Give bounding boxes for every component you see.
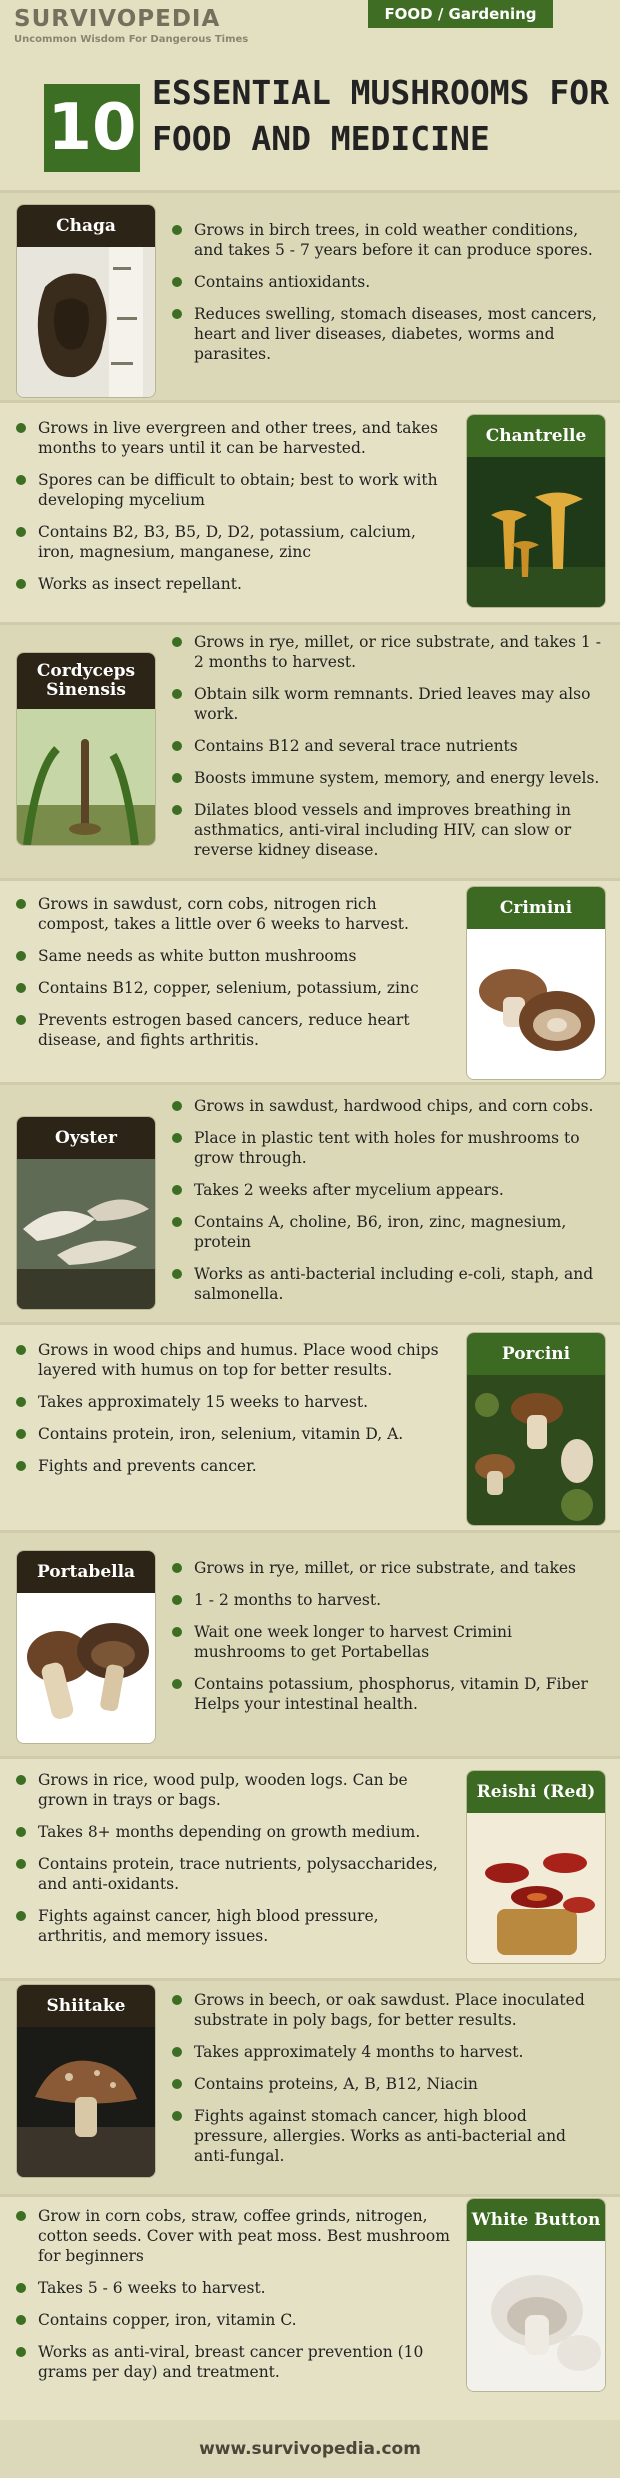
fact-item: Contains proteins, A, B, B12, Niacin bbox=[172, 2074, 604, 2094]
fact-item: Place in plastic tent with holes for mushrooms to grow through. bbox=[172, 1128, 604, 1168]
fact-item: Works as anti-bacterial including e-coli, staph, and salmonella. bbox=[172, 1264, 604, 1304]
porcini-illustration bbox=[467, 1375, 605, 1525]
mushroom-card bbox=[16, 204, 156, 398]
mushroom-section-shiitake bbox=[0, 1978, 620, 2194]
site-logo[interactable]: SURVIVOPEDIA bbox=[14, 6, 221, 32]
fact-item: Grows in rye, millet, or rice substrate, and takes bbox=[172, 1558, 604, 1578]
mushroom-section-porcini bbox=[0, 1322, 620, 1530]
mushroom-section-oyster bbox=[0, 1082, 620, 1322]
mushroom-name: Cordyceps Sinensis bbox=[17, 653, 155, 709]
fact-item: Contains copper, iron, vitamin C. bbox=[16, 2310, 452, 2330]
fact-item: Prevents estrogen based cancers, reduce heart disease, and fights arthritis. bbox=[16, 1010, 452, 1050]
fact-item: Grows in rye, millet, or rice substrate, and takes 1 - 2 months to harvest. bbox=[172, 632, 604, 672]
fact-item: Contains A, choline, B6, iron, zinc, magnesium, protein bbox=[172, 1212, 604, 1252]
fact-item: Grows in live evergreen and other trees, and takes months to years until it can be harvested. bbox=[16, 418, 452, 458]
mushroom-card bbox=[16, 1984, 156, 2178]
mushroom-facts bbox=[172, 1558, 604, 1726]
mushroom-name: Porcini bbox=[467, 1333, 605, 1375]
fact-item: Takes approximately 15 weeks to harvest. bbox=[16, 1392, 452, 1412]
fact-item: Fights against stomach cancer, high blood pressure, allergies. Works as anti-bacterial and anti-fungal. bbox=[172, 2106, 604, 2166]
fact-item: Fights and prevents cancer. bbox=[16, 1456, 452, 1476]
mushroom-name: Chaga bbox=[17, 205, 155, 247]
mushroom-name: Chantrelle bbox=[467, 415, 605, 457]
mushroom-card bbox=[16, 1116, 156, 1310]
fact-item: Reduces swelling, stomach diseases, most cancers, heart and liver diseases, diabetes, worms and parasites. bbox=[172, 304, 604, 364]
mushroom-name: Portabella bbox=[17, 1551, 155, 1593]
fact-item: Works as anti-viral, breast cancer prevention (10 grams per day) and treatment. bbox=[16, 2342, 452, 2382]
mushroom-facts bbox=[172, 220, 604, 376]
mushroom-card bbox=[466, 414, 606, 608]
mushroom-card bbox=[466, 1770, 606, 1964]
fact-item: Contains protein, trace nutrients, polysaccharides, and anti-oxidants. bbox=[16, 1854, 452, 1894]
crimini-illustration bbox=[467, 929, 605, 1079]
fact-item: Contains potassium, phosphorus, vitamin D, Fiber Helps your intestinal health. bbox=[172, 1674, 604, 1714]
fact-item: Contains B2, B3, B5, D, D2, potassium, calcium, iron, magnesium, manganese, zinc bbox=[16, 522, 452, 562]
fact-item: Grows in rice, wood pulp, wooden logs. Can be grown in trays or bags. bbox=[16, 1770, 452, 1810]
fact-item: Grows in wood chips and humus. Place wood chips layered with humus on top for better results. bbox=[16, 1340, 452, 1380]
fact-item: Fights against cancer, high blood pressure, arthritis, and memory issues. bbox=[16, 1906, 452, 1946]
fact-item: Grows in beech, or oak sawdust. Place inoculated substrate in poly bags, for better results. bbox=[172, 1990, 604, 2030]
mushroom-card bbox=[466, 886, 606, 1080]
fact-item: Grows in sawdust, corn cobs, nitrogen rich compost, takes a little over 6 weeks to harvest. bbox=[16, 894, 452, 934]
mushroom-card bbox=[466, 1332, 606, 1526]
mushroom-section-crimini bbox=[0, 878, 620, 1082]
fact-item: Takes 2 weeks after mycelium appears. bbox=[172, 1180, 604, 1200]
fact-item: Contains B12, copper, selenium, potassium, zinc bbox=[16, 978, 452, 998]
fact-item: Same needs as white button mushrooms bbox=[16, 946, 452, 966]
page-title: ESSENTIAL MUSHROOMS FOR FOOD AND MEDICINE bbox=[152, 73, 609, 158]
cordyceps-illustration bbox=[17, 709, 155, 845]
mushroom-section-reishi bbox=[0, 1756, 620, 1978]
mushroom-section-white-button bbox=[0, 2194, 620, 2420]
mushroom-section-chaga bbox=[0, 190, 620, 400]
category-tag[interactable]: FOOD / Gardening bbox=[368, 0, 553, 28]
chantrelle-illustration bbox=[467, 457, 605, 607]
mushroom-facts bbox=[172, 632, 604, 872]
mushroom-facts bbox=[172, 1990, 604, 2178]
site-tagline: Uncommon Wisdom For Dangerous Times bbox=[14, 34, 249, 45]
mushroom-facts bbox=[16, 894, 452, 1062]
mushroom-card bbox=[466, 2198, 606, 2392]
reishi-illustration bbox=[467, 1813, 605, 1963]
mushroom-name: Oyster bbox=[17, 1117, 155, 1159]
mushroom-name: Reishi (Red) bbox=[467, 1771, 605, 1813]
fact-item: Works as insect repellant. bbox=[16, 574, 452, 594]
fact-item: Wait one week longer to harvest Crimini mushrooms to get Portabellas bbox=[172, 1622, 604, 1662]
mushroom-facts bbox=[16, 2206, 452, 2394]
fact-item: Grows in sawdust, hardwood chips, and corn cobs. bbox=[172, 1096, 604, 1116]
mushroom-name: Shiitake bbox=[17, 1985, 155, 2027]
fact-item: Spores can be difficult to obtain; best to work with developing mycelium bbox=[16, 470, 452, 510]
fact-item: Boosts immune system, memory, and energy levels. bbox=[172, 768, 604, 788]
mushroom-facts bbox=[172, 1096, 604, 1316]
mushroom-facts bbox=[16, 1770, 452, 1958]
fact-item: Takes 5 - 6 weeks to harvest. bbox=[16, 2278, 452, 2298]
mushroom-facts bbox=[16, 418, 452, 606]
fact-item: Dilates blood vessels and improves breathing in asthmatics, anti-viral including HIV, can slow or reverse kidney disease. bbox=[172, 800, 604, 860]
fact-item: Grows in birch trees, in cold weather conditions, and takes 5 - 7 years before it can produce spores. bbox=[172, 220, 604, 260]
mushroom-section-cordyceps bbox=[0, 622, 620, 878]
fact-item: Contains antioxidants. bbox=[172, 272, 604, 292]
mushroom-facts bbox=[16, 1340, 452, 1488]
fact-item: Contains B12 and several trace nutrients bbox=[172, 736, 604, 756]
mushroom-section-chantrelle bbox=[0, 400, 620, 622]
fact-item: Contains protein, iron, selenium, vitamin D, A. bbox=[16, 1424, 452, 1444]
chaga-illustration bbox=[17, 247, 155, 397]
header bbox=[0, 0, 620, 190]
fact-item: Takes 8+ months depending on growth medium. bbox=[16, 1822, 452, 1842]
footer-url[interactable]: www.survivopedia.com bbox=[0, 2420, 620, 2478]
mushroom-card bbox=[16, 652, 156, 846]
fact-item: Obtain silk worm remnants. Dried leaves may also work. bbox=[172, 684, 604, 724]
fact-item: Grow in corn cobs, straw, coffee grinds, nitrogen, cotton seeds. Cover with peat moss. Best mushroom for beginners bbox=[16, 2206, 452, 2266]
mushroom-name: White Button bbox=[467, 2199, 605, 2241]
shiitake-illustration bbox=[17, 2027, 155, 2177]
mushroom-card bbox=[16, 1550, 156, 1744]
portabella-illustration bbox=[17, 1593, 155, 1743]
fact-item: Takes approximately 4 months to harvest. bbox=[172, 2042, 604, 2062]
fact-item: 1 - 2 months to harvest. bbox=[172, 1590, 604, 1610]
white-button-illustration bbox=[467, 2241, 605, 2391]
oyster-illustration bbox=[17, 1159, 155, 1309]
list-count-badge: 10 bbox=[44, 84, 140, 172]
mushroom-name: Crimini bbox=[467, 887, 605, 929]
mushroom-section-portabella bbox=[0, 1530, 620, 1756]
